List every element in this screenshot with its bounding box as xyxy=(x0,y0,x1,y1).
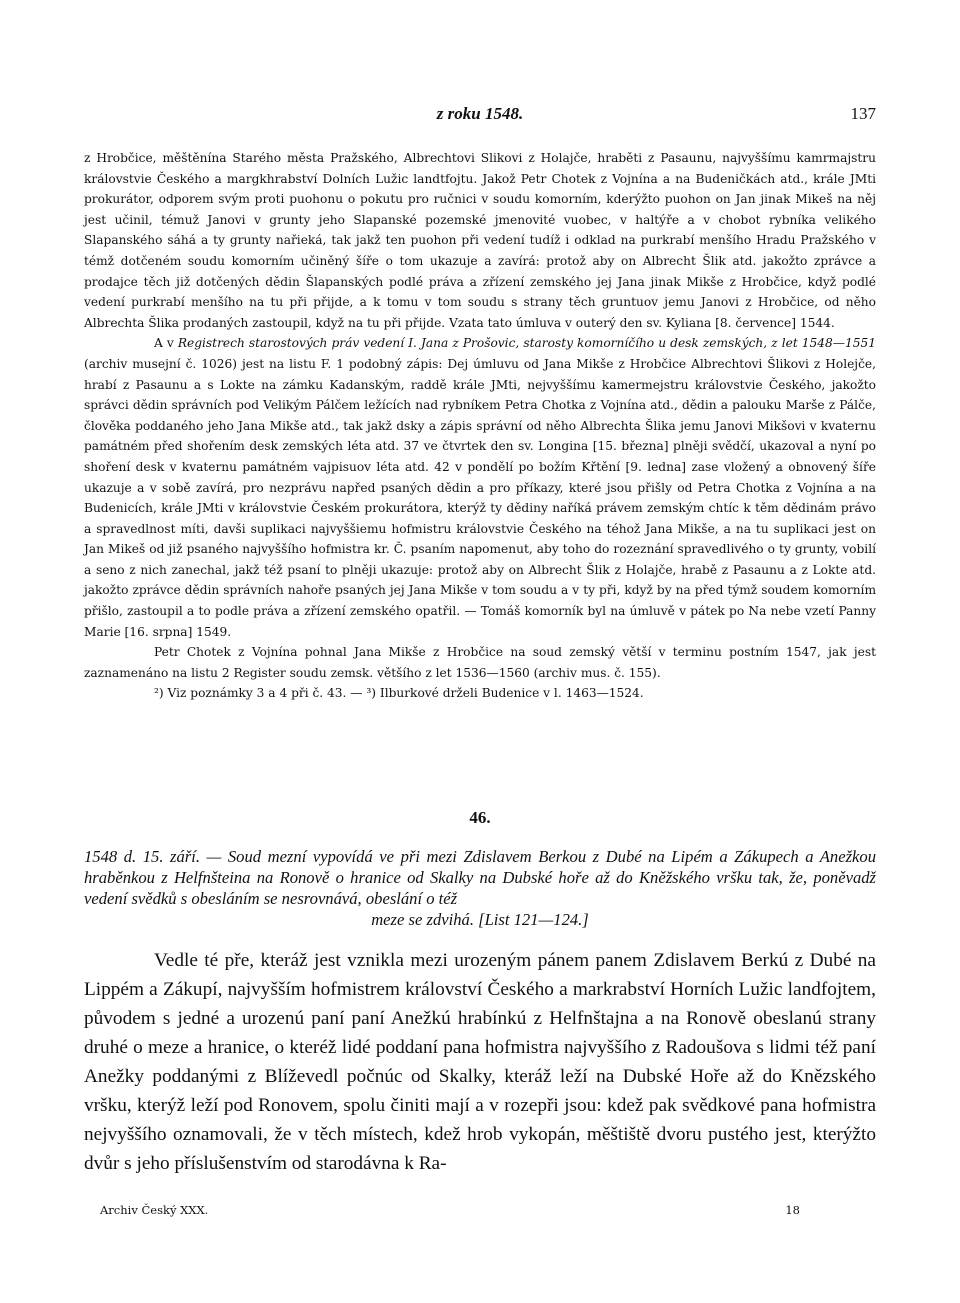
notes-section xyxy=(84,148,876,704)
note-paragraph-2-prefix: A v xyxy=(154,336,178,351)
regest xyxy=(84,846,876,930)
note-paragraph-3: Petr Chotek z Vojnína pohnal Jana Mikše z Hrobčice na soud zemský větší v terminu postním 1547, jak jest zaznamenáno na listu 2 Register soudu zemsk. většího z let 1536—1560 (archiv mus. č. 155). xyxy=(84,645,876,680)
running-title: z roku 1548. xyxy=(436,104,524,123)
page-header xyxy=(84,104,876,130)
document-number: 46. xyxy=(469,808,491,827)
page-number: 137 xyxy=(850,104,876,123)
footnotes: ²) Viz poznámky 3 a 4 při č. 43. — ³) Ilburkové drželi Budenice v l. 1463—1524. xyxy=(154,686,644,701)
note-paragraph-2-text: (archiv musejní č. 1026) jest na listu F. 1 podobný zápis: Dej úmluvu od Jana Mikše z Hrobčice Albrechtovi Šlikovi z Holejče, hrabí z Pasaunu a s Lokte na zámku Kadanským, raddě krále JMti, nejvyššímu kamermejstru královstvie Českého, jakožto správci dědin správních pod Velikým Pálčem ležících nad rybníkem Petra Chotka z Vojnína atd., dědin a palouku Marše z Pálče, člověka poddaného jeho Jana Mikše atd., tak jakž dsky a zápis správní od něho Albrechta Šlika jemu Janovi Mikšovi v kvaternu památném před shořením desk zemských léta atd. 37 ve čtvrtek den sv. Longina [15. března] plněji svědčí, ukazoval a nyní po shoření desk v kvaternu památném vajpisuov léta atd. 42 v pondělí po božím Křtění [9. ledna] zase vložený a obnovený šíře ukazuje a v sobě zavírá, pro nezprávu napřed psaných dědin a pro příkazy, které jsou přišly od Petra Chotka z Vojnína a na Budenicích, krále JMti v královstvie Českém prokurátora, kterýž ty dědiny naříká právem zemským chtíc k těm dědinám právo a spravedlnost míti, davši suplikaci najvyššiemu hofmistru královstvie Českého na téhož Jana Mikše, a na tu suplikaci jest on Jan Mikeš od již psaného najvyššího hofmistra kr. Č. psaním napomenut, aby toho do rozeznání spravedlivého o ty grunty, vobilí a seno z nich zanechal, jakž též psaní to plněji ukazuje: protož aby on Albrecht Šlik z Holajče, hrabě z Pasaunu a z Lokte atd. jakožto zprávce dědin správních nahoře psaných jej Jana Mikše v tom soudu a v ty při, když by na před týmž soudem komorním přišlo, zastoupil a to podle práva a zřízení zemského opatřil. — Tomáš komorník byl na úmluvě v pátek po Na nebe vzetí Panny Marie [16. srpna] 1549. xyxy=(84,356,876,639)
regest-text: — Soud mezní vypovídá ve při mezi Zdislavem Berkou z Dubé na Lipém a Zákupech a Anežkou hraběnkou z Helfnšteina na Ronově o hranice od Skalky na Dubské hoře až do Kněžského vršku tak, že, poněvadž vedení svědků s obesláním se nesrovnává, obeslání o též xyxy=(84,847,876,908)
signature-mark: Archiv Český XXX. xyxy=(100,1203,209,1217)
note-paragraph-2-source: Registrech starostových práv vedení I. Jana z Prošovic, starosty komorníčího u desk zemských, z let 1548—1551 xyxy=(177,336,877,351)
regest-last-line: meze se zdvihá. [List 121—124.] xyxy=(371,910,589,929)
document-body xyxy=(84,946,876,1178)
regest-date: 1548 d. 15. září. xyxy=(84,847,200,866)
note-paragraph-1: z Hrobčice, měštěnína Starého města Pražského, Albrechtovi Slikovi z Holajče, hraběti z Pasaunu, najvyššímu kamrmajstru královstvie Českého a margkhrabství Dolních Lužic landtfojtu. Jakož Petr Chotek z Vojnína a na Budeničkách atd., krále JMti prokurátor, odporem svým proti puohonu o pokutu pro ručnici v soudu komorním, kderýžto puohon on Jan jinak Mikeš na něj jest učinil, témuž Janovi v grunty jeho Slapanské pozemské jmenovité vuobec, v haltýře a v chobot rybníka velikého Slapanského sáhá a ty grunty nařieká, tak jakž ten puohon při vedení tudíž i odklad na purkrabí menšího Hradu Pražského v témž dotčeném soudu komorním učiněný šíře o tom ukazuje a zavírá: protož aby on Albrecht Šlik atd. jakožto zprávce a prodajce těch již dotčených dědin Šlapanských podlé práva a zřízení zemského jej Jana jinak Mikše z Hrobčice, když podlé vedení purkrabí menšího na tu při přijde, a k tomu v tom soudu s strany těch gruntuov jemu Janovi z Hrobčice, od něho Albrechta Šlika prodaných zastoupil, když na tu při přijde. Vzata tato úmluva v outerý den sv. Kyliana [8. července] 1544. xyxy=(84,151,876,330)
page-footer xyxy=(100,1203,800,1223)
sheet-number: 18 xyxy=(785,1203,800,1217)
body-paragraph: Vedle té pře, kteráž jest vznikla mezi urozeným pánem panem Zdislavem Berkú z Dubé na Lippém a Zákupí, najvyšším hofmistrem království Českého a markrabství Horních Lužic landfojtem, původem s jedné a urozenú paní paní Anežkú hrabínkú z Helfnštajna a na Ronově obeslanú strany druhé o meze a hranice, o kteréž lidé poddaní pana hofmistra najvyššího z Radoušova s lidmi též paní Anežky poddanými z Blíževedl počnúc od Skalky, kteráž leží na Dubské Hoře až do Knězského vršku, kterýž leží pod Ronovem, spolu činiti mají a v rozepři jsou: kdež pak svědkové pana hofmistra nejvyššího oznamovali, že v těch místech, kdež hrob vykopán, měštiště dvoru pustého jest, kterýžto dvůr s jeho příslušenstvím od starodávna k Ra- xyxy=(84,950,876,1174)
note-paragraph-2 xyxy=(84,333,876,642)
